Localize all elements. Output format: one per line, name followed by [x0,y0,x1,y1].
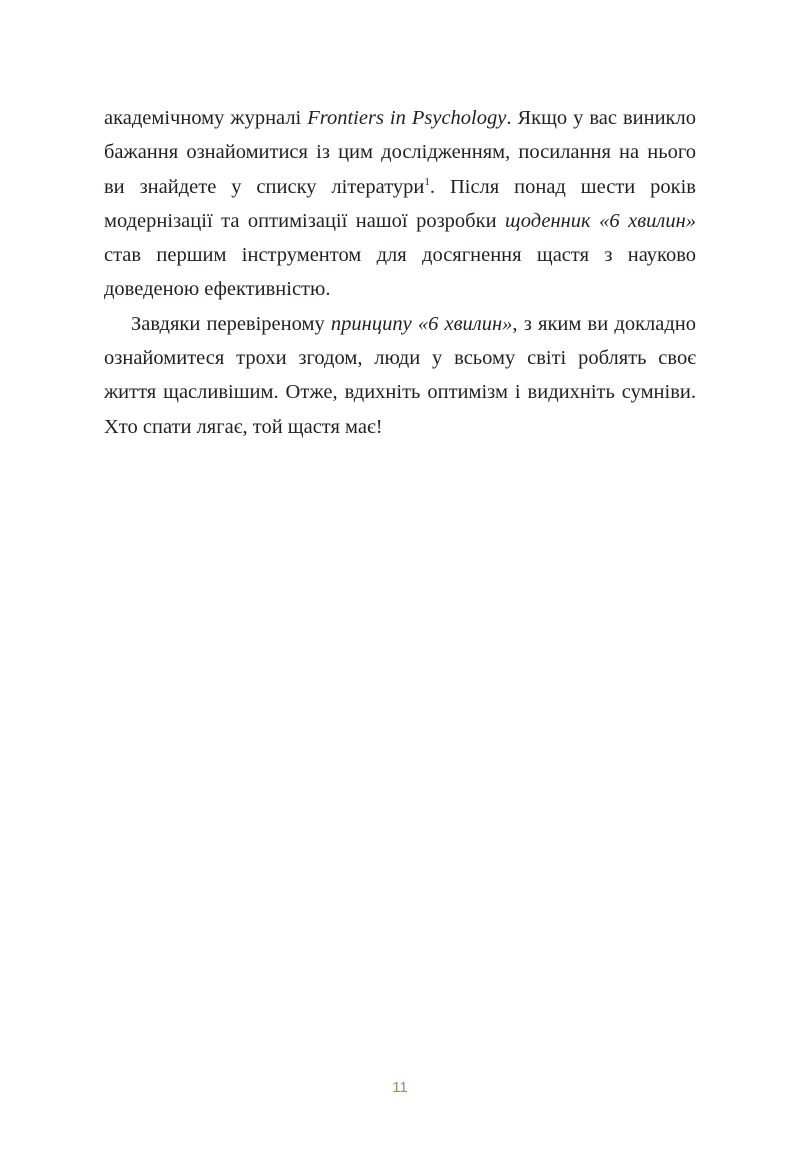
paragraph-1-text-a: академічному журналі [104,107,308,129]
paragraph-2 [104,307,696,444]
body-text [104,101,696,444]
paragraph-1 [104,101,696,307]
paragraph-1-text-b: . Якщо у вас виникло бажання ознайомитися із цим дослідженням, посилання на нього ви знайдете у списку літератури [104,107,696,198]
paragraph-2-text-a: Завдяки перевіреному [131,312,331,335]
journal-title: Frontiers in Psychology [307,107,507,129]
paragraph-1-text-d: став першим інструментом для досягнення щастя з науково доведеною ефективністю. [104,244,696,301]
paragraph-1-text-c: . Після понад шести років модернізації та оптимізації нашої розробки [104,175,696,232]
principle-name: принципу «6 хвилин» [330,312,513,335]
footnote-marker: 1 [424,175,430,188]
page-number: 11 [392,1079,408,1096]
product-name: щоденник «6 хвилин» [505,209,696,232]
paragraph-2-text-b: , з яким ви докладно ознайомитеся трохи згодом, люди у всьому світі роблять своє життя щасливішим. Отже, вдихніть оптимізм і видихніть сумніви. Хто спати лягає, той щастя має! [104,312,697,438]
